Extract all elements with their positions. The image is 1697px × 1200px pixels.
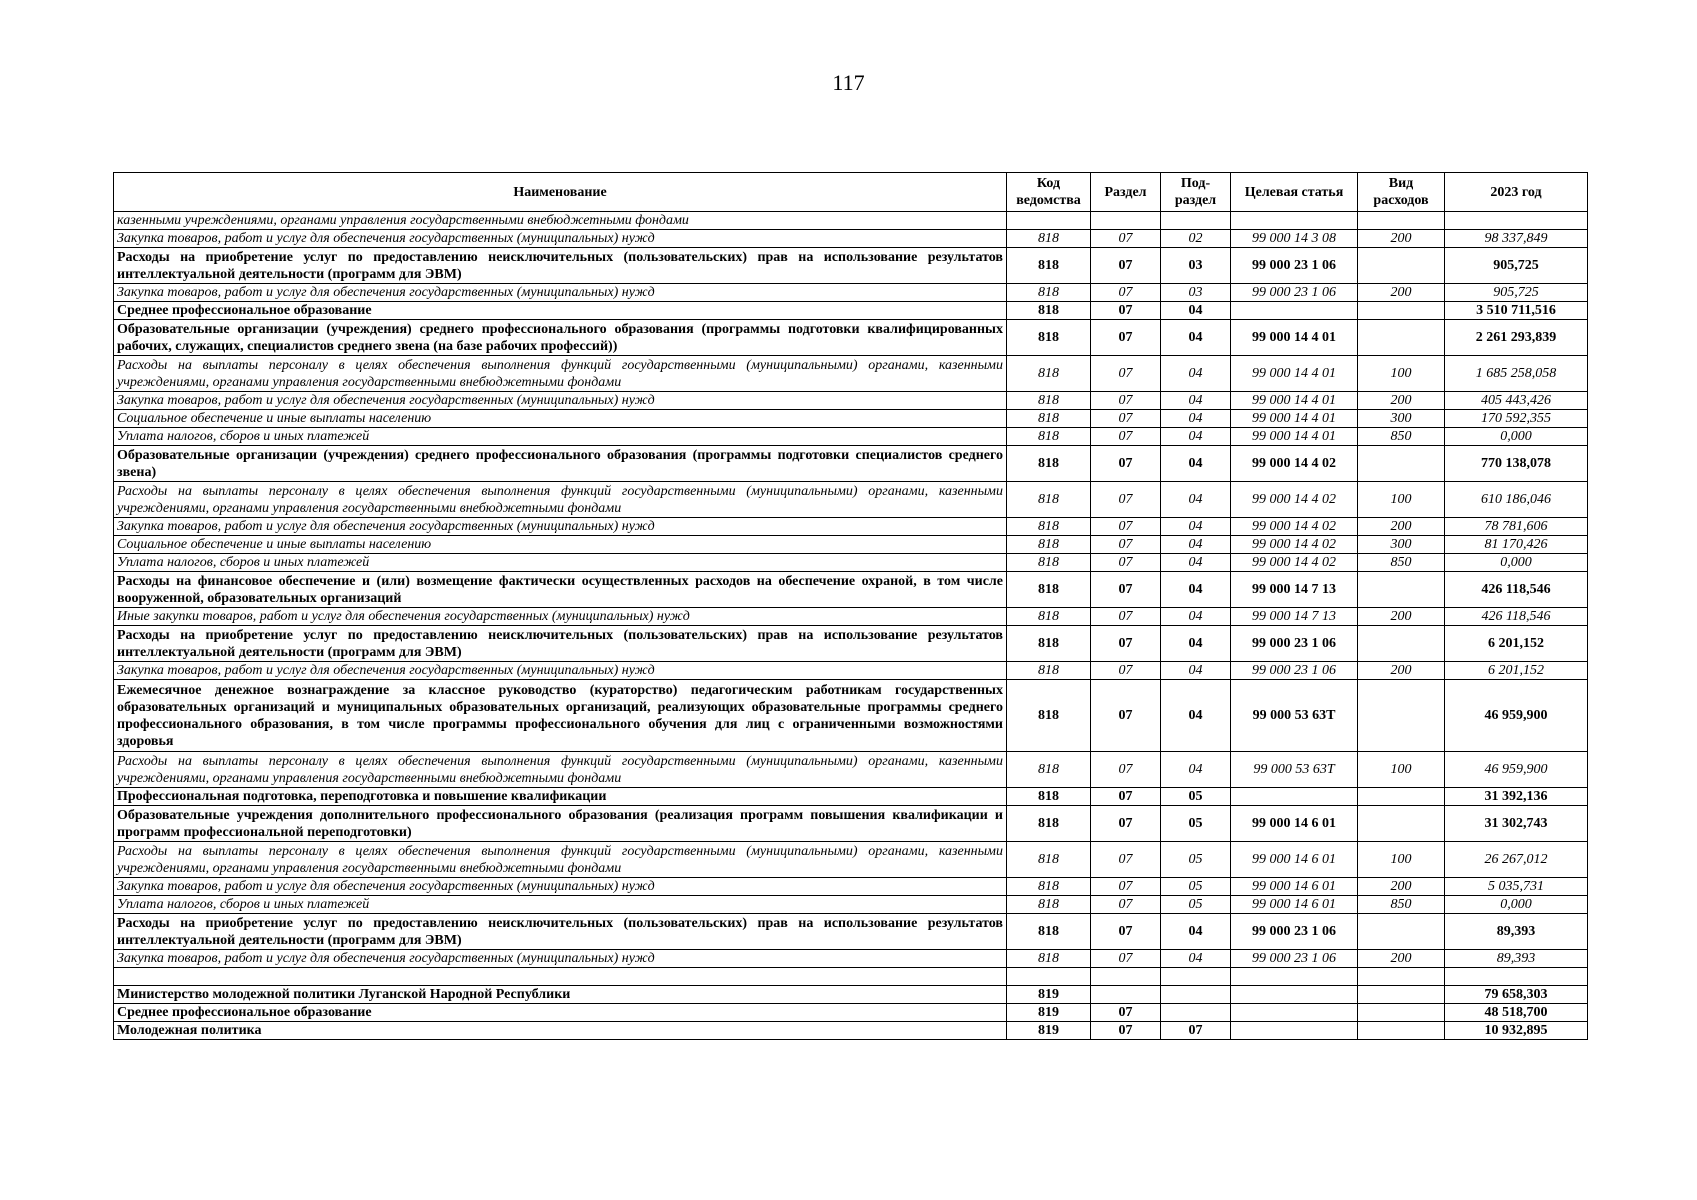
header-expense-kind: Вид расходов [1358, 173, 1445, 212]
cell-section: 07 [1091, 230, 1161, 248]
cell-subsection: 04 [1161, 554, 1231, 572]
cell-name: Среднее профессиональное образование [114, 1004, 1007, 1022]
cell-subsection: 04 [1161, 608, 1231, 626]
cell-subsection: 04 [1161, 572, 1231, 608]
cell-amount: 78 781,606 [1445, 518, 1588, 536]
cell-section: 07 [1091, 752, 1161, 788]
cell-section: 07 [1091, 320, 1161, 356]
table-row [114, 896, 1588, 914]
table-row [114, 410, 1588, 428]
cell-section: 07 [1091, 842, 1161, 878]
table-row [114, 878, 1588, 896]
table-header-row [114, 173, 1588, 212]
table-row [114, 1022, 1588, 1040]
cell-amount: 1 685 258,058 [1445, 356, 1588, 392]
table-row [114, 320, 1588, 356]
table-row [114, 806, 1588, 842]
cell-target-article [1231, 1022, 1358, 1040]
cell-name: Уплата налогов, сборов и иных платежей [114, 554, 1007, 572]
cell-expense-kind [1358, 572, 1445, 608]
cell-name: Ежемесячное денежное вознаграждение за классное руководство (кураторство) педагогическим работникам государственных образовательных организаций и муниципальных образовательных организаций, реализующих образовательные программы среднего профессионального образования, в том числе программы профессионального обучения для лиц с ограниченными возможностями здоровья [114, 680, 1007, 752]
cell-subsection: 04 [1161, 392, 1231, 410]
cell-section [1091, 986, 1161, 1004]
cell-section: 07 [1091, 806, 1161, 842]
table-row [114, 392, 1588, 410]
cell-expense-kind [1358, 248, 1445, 284]
cell-name: Закупка товаров, работ и услуг для обеспечения государственных (муниципальных) нужд [114, 230, 1007, 248]
cell-amount: 89,393 [1445, 914, 1588, 950]
cell-amount: 905,725 [1445, 248, 1588, 284]
cell-name: Уплата налогов, сборов и иных платежей [114, 896, 1007, 914]
cell-target-article: 99 000 14 6 01 [1231, 806, 1358, 842]
cell-name: Закупка товаров, работ и услуг для обеспечения государственных (муниципальных) нужд [114, 662, 1007, 680]
table-row [114, 248, 1588, 284]
table-row [114, 842, 1588, 878]
table-row [114, 788, 1588, 806]
cell-subsection: 04 [1161, 626, 1231, 662]
cell-name: Закупка товаров, работ и услуг для обеспечения государственных (муниципальных) нужд [114, 878, 1007, 896]
cell-target-article: 99 000 14 6 01 [1231, 878, 1358, 896]
cell-section: 07 [1091, 878, 1161, 896]
cell-dept-code: 818 [1007, 428, 1091, 446]
cell-amount: 26 267,012 [1445, 842, 1588, 878]
cell-expense-kind: 850 [1358, 554, 1445, 572]
cell-target-article [1231, 788, 1358, 806]
cell-subsection [1161, 1004, 1231, 1022]
cell-subsection: 05 [1161, 896, 1231, 914]
cell-subsection: 04 [1161, 410, 1231, 428]
table-row [114, 608, 1588, 626]
cell-amount: 10 932,895 [1445, 1022, 1588, 1040]
cell-target-article: 99 000 14 4 02 [1231, 518, 1358, 536]
cell-dept-code: 818 [1007, 626, 1091, 662]
cell-dept-code: 819 [1007, 1022, 1091, 1040]
cell-expense-kind: 200 [1358, 950, 1445, 968]
cell-section: 07 [1091, 572, 1161, 608]
cell-target-article: 99 000 14 4 02 [1231, 446, 1358, 482]
cell-subsection: 05 [1161, 788, 1231, 806]
cell-dept-code: 818 [1007, 788, 1091, 806]
cell-name: Среднее профессиональное образование [114, 302, 1007, 320]
cell-target-article: 99 000 23 1 06 [1231, 914, 1358, 950]
cell-name: Закупка товаров, работ и услуг для обеспечения государственных (муниципальных) нужд [114, 392, 1007, 410]
table-row [114, 536, 1588, 554]
cell-amount: 81 170,426 [1445, 536, 1588, 554]
cell-section: 07 [1091, 248, 1161, 284]
table-row [114, 1004, 1588, 1022]
table-row [114, 356, 1588, 392]
cell-section: 07 [1091, 482, 1161, 518]
cell-dept-code: 818 [1007, 230, 1091, 248]
cell-expense-kind [1358, 302, 1445, 320]
header-dept-code: Код ведомства [1007, 173, 1091, 212]
cell-dept-code: 818 [1007, 482, 1091, 518]
cell-expense-kind: 100 [1358, 482, 1445, 518]
cell-dept-code: 818 [1007, 320, 1091, 356]
table-row [114, 446, 1588, 482]
table-row [114, 968, 1588, 986]
cell-amount: 905,725 [1445, 284, 1588, 302]
cell-expense-kind [1358, 788, 1445, 806]
cell-target-article: 99 000 14 4 01 [1231, 356, 1358, 392]
cell-subsection: 04 [1161, 356, 1231, 392]
cell-section: 07 [1091, 950, 1161, 968]
cell-name: Образовательные учреждения дополнительного профессионального образования (реализация программ повышения квалификации и программ профессиональной переподготовки) [114, 806, 1007, 842]
cell-dept-code: 818 [1007, 662, 1091, 680]
cell-amount: 3 510 711,516 [1445, 302, 1588, 320]
cell-dept-code: 818 [1007, 914, 1091, 950]
cell-name: Расходы на выплаты персоналу в целях обеспечения выполнения функций государственными (муниципальными) органами, казенными учреждениями, органами управления государственными внебюджетными фондами [114, 356, 1007, 392]
cell-name: казенными учреждениями, органами управления государственными внебюджетными фондами [114, 212, 1007, 230]
cell-target-article: 99 000 14 4 01 [1231, 320, 1358, 356]
cell-expense-kind [1358, 212, 1445, 230]
cell-target-article [1231, 968, 1358, 986]
cell-name: Расходы на выплаты персоналу в целях обеспечения выполнения функций государственными (муниципальными) органами, казенными учреждениями, органами управления государственными внебюджетными фондами [114, 752, 1007, 788]
cell-name: Профессиональная подготовка, переподготовка и повышение квалификации [114, 788, 1007, 806]
cell-subsection: 04 [1161, 482, 1231, 518]
table-row [114, 518, 1588, 536]
cell-amount [1445, 212, 1588, 230]
cell-name: Образовательные организации (учреждения) среднего профессионального образования (программы подготовки специалистов среднего звена) [114, 446, 1007, 482]
cell-target-article: 99 000 14 4 01 [1231, 392, 1358, 410]
cell-target-article: 99 000 23 1 06 [1231, 662, 1358, 680]
cell-section: 07 [1091, 608, 1161, 626]
cell-subsection: 04 [1161, 536, 1231, 554]
cell-target-article: 99 000 14 6 01 [1231, 896, 1358, 914]
cell-subsection: 05 [1161, 806, 1231, 842]
cell-subsection: 04 [1161, 446, 1231, 482]
table-row [114, 284, 1588, 302]
cell-dept-code: 818 [1007, 608, 1091, 626]
cell-name: Иные закупки товаров, работ и услуг для обеспечения государственных (муниципальных) нужд [114, 608, 1007, 626]
cell-dept-code: 818 [1007, 302, 1091, 320]
cell-section: 07 [1091, 788, 1161, 806]
cell-amount: 0,000 [1445, 896, 1588, 914]
cell-subsection: 03 [1161, 248, 1231, 284]
cell-dept-code: 818 [1007, 536, 1091, 554]
table-row [114, 914, 1588, 950]
cell-amount [1445, 968, 1588, 986]
cell-amount: 46 959,900 [1445, 752, 1588, 788]
table-row [114, 212, 1588, 230]
cell-amount: 426 118,546 [1445, 572, 1588, 608]
cell-dept-code: 818 [1007, 842, 1091, 878]
cell-expense-kind: 100 [1358, 752, 1445, 788]
cell-subsection: 02 [1161, 230, 1231, 248]
cell-name: Образовательные организации (учреждения) среднего профессионального образования (программы подготовки квалифицированных рабочих, служащих, специалистов среднего звена (на базе рабочих профессий)) [114, 320, 1007, 356]
cell-dept-code: 818 [1007, 680, 1091, 752]
cell-target-article: 99 000 14 4 02 [1231, 554, 1358, 572]
cell-target-article: 99 000 14 3 08 [1231, 230, 1358, 248]
cell-name: Закупка товаров, работ и услуг для обеспечения государственных (муниципальных) нужд [114, 284, 1007, 302]
cell-dept-code: 818 [1007, 392, 1091, 410]
cell-amount: 0,000 [1445, 554, 1588, 572]
cell-amount: 5 035,731 [1445, 878, 1588, 896]
cell-name: Расходы на выплаты персоналу в целях обеспечения выполнения функций государственными (муниципальными) органами, казенными учреждениями, органами управления государственными внебюджетными фондами [114, 842, 1007, 878]
cell-expense-kind: 850 [1358, 428, 1445, 446]
cell-section: 07 [1091, 518, 1161, 536]
cell-subsection: 04 [1161, 950, 1231, 968]
cell-subsection: 04 [1161, 662, 1231, 680]
cell-section: 07 [1091, 1022, 1161, 1040]
cell-section: 07 [1091, 410, 1161, 428]
cell-dept-code: 819 [1007, 986, 1091, 1004]
cell-name: Уплата налогов, сборов и иных платежей [114, 428, 1007, 446]
cell-expense-kind: 100 [1358, 842, 1445, 878]
table-row [114, 986, 1588, 1004]
cell-section: 07 [1091, 914, 1161, 950]
cell-subsection: 05 [1161, 842, 1231, 878]
cell-name: Закупка товаров, работ и услуг для обеспечения государственных (муниципальных) нужд [114, 950, 1007, 968]
cell-dept-code [1007, 968, 1091, 986]
cell-amount: 6 201,152 [1445, 626, 1588, 662]
cell-subsection: 04 [1161, 428, 1231, 446]
cell-name: Расходы на приобретение услуг по предоставлению неисключительных (пользовательских) прав на использование результатов интеллектуальной деятельности (программ для ЭВМ) [114, 248, 1007, 284]
cell-amount: 610 186,046 [1445, 482, 1588, 518]
cell-amount: 31 392,136 [1445, 788, 1588, 806]
cell-expense-kind: 300 [1358, 410, 1445, 428]
cell-target-article: 99 000 14 6 01 [1231, 842, 1358, 878]
cell-name: Расходы на финансовое обеспечение и (или) возмещение фактически осуществленных расходов на обеспечение охраной, в том числе вооруженной, образовательных организаций [114, 572, 1007, 608]
page-number: 117 [832, 70, 865, 95]
cell-target-article: 99 000 23 1 06 [1231, 626, 1358, 662]
table-row [114, 482, 1588, 518]
cell-name: Молодежная политика [114, 1022, 1007, 1040]
cell-dept-code: 818 [1007, 806, 1091, 842]
cell-amount: 89,393 [1445, 950, 1588, 968]
cell-section: 07 [1091, 1004, 1161, 1022]
cell-amount: 170 592,355 [1445, 410, 1588, 428]
table-row [114, 626, 1588, 662]
table-row [114, 572, 1588, 608]
cell-expense-kind: 200 [1358, 230, 1445, 248]
cell-section: 07 [1091, 428, 1161, 446]
cell-subsection: 04 [1161, 320, 1231, 356]
cell-expense-kind: 100 [1358, 356, 1445, 392]
cell-expense-kind [1358, 446, 1445, 482]
cell-dept-code: 819 [1007, 1004, 1091, 1022]
table-body [114, 212, 1588, 1040]
header-year-2023: 2023 год [1445, 173, 1588, 212]
header-subsection: Под-раздел [1161, 173, 1231, 212]
cell-amount: 6 201,152 [1445, 662, 1588, 680]
cell-expense-kind: 200 [1358, 392, 1445, 410]
cell-name: Социальное обеспечение и иные выплаты населению [114, 536, 1007, 554]
cell-subsection: 04 [1161, 680, 1231, 752]
cell-subsection: 07 [1161, 1022, 1231, 1040]
cell-dept-code: 818 [1007, 446, 1091, 482]
cell-expense-kind [1358, 914, 1445, 950]
table-row [114, 752, 1588, 788]
cell-section: 07 [1091, 896, 1161, 914]
cell-subsection: 04 [1161, 914, 1231, 950]
header-target-article: Целевая статья [1231, 173, 1358, 212]
cell-expense-kind [1358, 968, 1445, 986]
cell-subsection: 05 [1161, 878, 1231, 896]
cell-target-article: 99 000 23 1 06 [1231, 950, 1358, 968]
cell-expense-kind: 850 [1358, 896, 1445, 914]
cell-subsection [1161, 212, 1231, 230]
table-row [114, 950, 1588, 968]
cell-subsection: 04 [1161, 752, 1231, 788]
cell-name: Расходы на выплаты персоналу в целях обеспечения выполнения функций государственными (муниципальными) органами, казенными учреждениями, органами управления государственными внебюджетными фондами [114, 482, 1007, 518]
cell-amount: 770 138,078 [1445, 446, 1588, 482]
cell-section: 07 [1091, 356, 1161, 392]
cell-expense-kind [1358, 626, 1445, 662]
cell-section [1091, 968, 1161, 986]
cell-name [114, 968, 1007, 986]
budget-table [113, 172, 1588, 1040]
cell-expense-kind: 200 [1358, 878, 1445, 896]
cell-target-article [1231, 1004, 1358, 1022]
cell-amount: 31 302,743 [1445, 806, 1588, 842]
cell-expense-kind: 200 [1358, 284, 1445, 302]
cell-section: 07 [1091, 662, 1161, 680]
cell-target-article: 99 000 53 63Т [1231, 680, 1358, 752]
cell-target-article [1231, 212, 1358, 230]
cell-name: Социальное обеспечение и иные выплаты населению [114, 410, 1007, 428]
header-name: Наименование [114, 173, 1007, 212]
cell-expense-kind: 200 [1358, 662, 1445, 680]
cell-section: 07 [1091, 680, 1161, 752]
cell-expense-kind [1358, 680, 1445, 752]
cell-amount: 46 959,900 [1445, 680, 1588, 752]
cell-target-article [1231, 986, 1358, 1004]
cell-target-article: 99 000 14 7 13 [1231, 608, 1358, 626]
cell-dept-code: 818 [1007, 752, 1091, 788]
table-row [114, 662, 1588, 680]
cell-expense-kind [1358, 806, 1445, 842]
cell-amount: 48 518,700 [1445, 1004, 1588, 1022]
cell-target-article: 99 000 23 1 06 [1231, 284, 1358, 302]
cell-expense-kind [1358, 320, 1445, 356]
cell-target-article: 99 000 14 4 02 [1231, 536, 1358, 554]
cell-dept-code: 818 [1007, 950, 1091, 968]
cell-section: 07 [1091, 554, 1161, 572]
cell-section: 07 [1091, 284, 1161, 302]
cell-expense-kind [1358, 986, 1445, 1004]
cell-target-article: 99 000 14 4 02 [1231, 482, 1358, 518]
table-row [114, 230, 1588, 248]
cell-expense-kind [1358, 1004, 1445, 1022]
cell-dept-code: 818 [1007, 356, 1091, 392]
cell-expense-kind [1358, 1022, 1445, 1040]
cell-expense-kind: 200 [1358, 608, 1445, 626]
cell-expense-kind: 300 [1358, 536, 1445, 554]
cell-target-article: 99 000 14 4 01 [1231, 428, 1358, 446]
cell-subsection: 03 [1161, 284, 1231, 302]
cell-target-article [1231, 302, 1358, 320]
table-row [114, 428, 1588, 446]
cell-dept-code: 818 [1007, 410, 1091, 428]
cell-dept-code: 818 [1007, 896, 1091, 914]
cell-amount: 2 261 293,839 [1445, 320, 1588, 356]
cell-subsection [1161, 986, 1231, 1004]
cell-dept-code: 818 [1007, 284, 1091, 302]
cell-name: Расходы на приобретение услуг по предоставлению неисключительных (пользовательских) прав на использование результатов интеллектуальной деятельности (программ для ЭВМ) [114, 914, 1007, 950]
cell-section: 07 [1091, 626, 1161, 662]
table-row [114, 554, 1588, 572]
cell-section: 07 [1091, 536, 1161, 554]
cell-dept-code: 818 [1007, 554, 1091, 572]
cell-name: Закупка товаров, работ и услуг для обеспечения государственных (муниципальных) нужд [114, 518, 1007, 536]
cell-dept-code: 818 [1007, 248, 1091, 284]
cell-section: 07 [1091, 302, 1161, 320]
cell-target-article: 99 000 23 1 06 [1231, 248, 1358, 284]
cell-name: Министерство молодежной политики Луганской Народной Республики [114, 986, 1007, 1004]
cell-expense-kind: 200 [1358, 518, 1445, 536]
cell-dept-code: 818 [1007, 572, 1091, 608]
cell-section [1091, 212, 1161, 230]
cell-subsection [1161, 968, 1231, 986]
cell-dept-code: 818 [1007, 518, 1091, 536]
table-row [114, 302, 1588, 320]
cell-dept-code [1007, 212, 1091, 230]
cell-target-article: 99 000 14 4 01 [1231, 410, 1358, 428]
cell-section: 07 [1091, 392, 1161, 410]
cell-name: Расходы на приобретение услуг по предоставлению неисключительных (пользовательских) прав на использование результатов интеллектуальной деятельности (программ для ЭВМ) [114, 626, 1007, 662]
cell-amount: 426 118,546 [1445, 608, 1588, 626]
cell-section: 07 [1091, 446, 1161, 482]
table-row [114, 680, 1588, 752]
cell-target-article: 99 000 14 7 13 [1231, 572, 1358, 608]
cell-subsection: 04 [1161, 302, 1231, 320]
cell-amount: 0,000 [1445, 428, 1588, 446]
cell-subsection: 04 [1161, 518, 1231, 536]
cell-dept-code: 818 [1007, 878, 1091, 896]
header-section: Раздел [1091, 173, 1161, 212]
cell-amount: 98 337,849 [1445, 230, 1588, 248]
cell-amount: 405 443,426 [1445, 392, 1588, 410]
cell-target-article: 99 000 53 63Т [1231, 752, 1358, 788]
cell-amount: 79 658,303 [1445, 986, 1588, 1004]
